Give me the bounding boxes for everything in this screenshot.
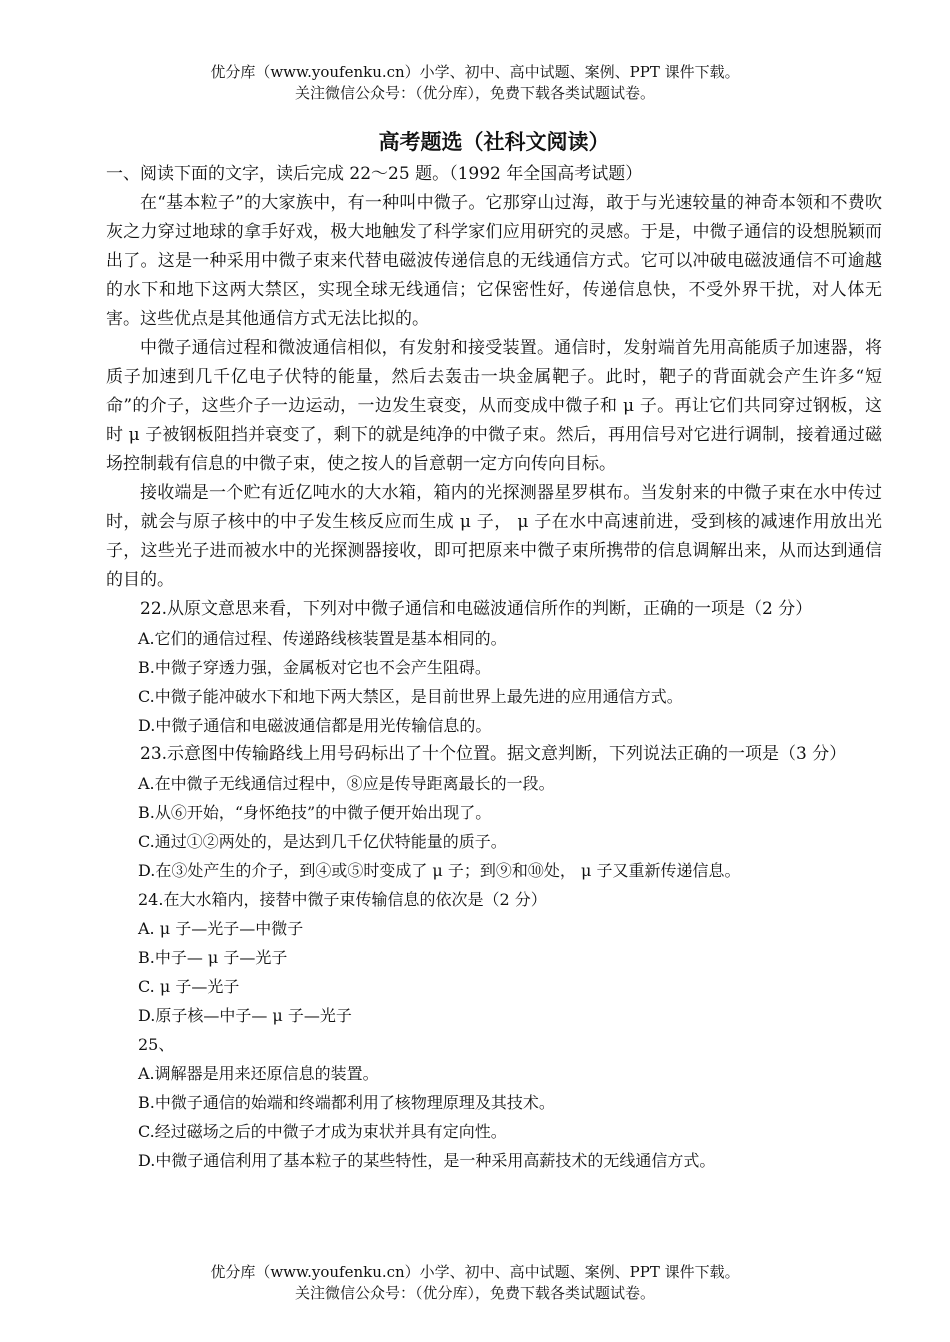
question-stem: 24.在大水箱内，接替中微子束传输信息的依次是（2 分） (138, 890, 547, 909)
document-title: 高考题选（社科文阅读） (378, 129, 610, 154)
paragraph-1: 在“基本粒子”的大家族中，有一种叫中微子。它那穿山过海，敢于与光速较量的神奇本领和不费吹灰之力穿过地球的拿手好戏，极大地触发了科学家们应用研究的灵感。于是，中微子通信的设想脱颖而出了。这是一种采用中微子束来代替电磁波传递信息的无线通信方式。它可以冲破电磁波通信不可逾越的水下和地下这两大禁区，实现全球无线通信；它保密性好，传递信息快，不受外界干扰，对人体无害。这些优点是其他通信方式无法比拟的。 (106, 193, 882, 329)
question-25 (106, 1030, 882, 1175)
option-c: C. μ 子—光子 (138, 977, 240, 996)
option-d: D.在③处产生的介子，到④或⑤时变成了 μ 子；到⑨和⑩处， μ 子又重新传递信息。 (138, 861, 741, 880)
document-body (106, 126, 882, 1175)
option-d: D.中微子通信利用了基本粒子的某些特性，是一种采用高薪技术的无线通信方式。 (138, 1151, 716, 1170)
question-stem: 25、 (138, 1035, 175, 1054)
header-banner (0, 62, 950, 104)
question-22 (106, 595, 882, 740)
option-a: A.调解器是用来还原信息的装置。 (138, 1064, 379, 1083)
option-d: D.中微子通信和电磁波通信都是用光传输信息的。 (138, 716, 492, 735)
option-b: B.中微子通信的始端和终端都利用了核物理原理及其技术。 (138, 1093, 555, 1112)
option-b: B.中子— μ 子—光子 (138, 948, 288, 967)
question-23 (106, 740, 882, 885)
question-24 (106, 885, 882, 1030)
footer-line-2: 关注微信公众号：（优分库），免费下载各类试题试卷。 (294, 1284, 655, 1302)
footer-line-1: 优分库（www.youfenku.cn）小学、初中、高中试题、案例、PPT 课件下载。 (210, 1263, 740, 1281)
option-c: C.通过①②两处的，是达到几千亿伏特能量的质子。 (138, 832, 507, 851)
option-a: A.在中微子无线通信过程中，⑧应是传导距离最长的一段。 (138, 774, 555, 793)
option-c: C.中微子能冲破水下和地下两大禁区，是目前世界上最先进的应用通信方式。 (138, 687, 683, 706)
option-c: C.经过磁场之后的中微子才成为束状并具有定向性。 (138, 1122, 507, 1141)
option-a: A. μ 子—光子—中微子 (138, 919, 304, 938)
option-d: D.原子核—中子— μ 子—光子 (138, 1006, 352, 1025)
paragraph-3: 接收端是一个贮有近亿吨水的大水箱，箱内的光探测器星罗棋布。当发射来的中微子束在水中传过时，就会与原子核中的中子发生核反应而生成 μ 子， μ 子在水中高速前进，受到核的减速作用放出光子，这些光子进而被水中的光探测器接收，即可把原来中微子束所携带的信息调解出来，从而达到通信的目的。 (106, 483, 882, 590)
header-line-1: 优分库（www.youfenku.cn）小学、初中、高中试题、案例、PPT 课件下载。 (210, 63, 740, 81)
header-line-2: 关注微信公众号：（优分库），免费下载各类试题试卷。 (294, 84, 655, 102)
option-b: B.从⑥开始，“身怀绝技”的中微子便开始出现了。 (138, 803, 492, 822)
instruction: 一、阅读下面的文字，读后完成 22～25 题。（1992 年全国高考试题） (106, 164, 643, 184)
question-stem: 23.示意图中传输路线上用号码标出了十个位置。据文意判断，下列说法正确的一项是（3 分） (140, 744, 847, 764)
question-stem: 22.从原文意思来看，下列对中微子通信和电磁波通信所作的判断，正确的一项是（2 分） (140, 599, 813, 619)
paragraph-2: 中微子通信过程和微波通信相似，有发射和接受装置。通信时，发射端首先用高能质子加速器，将质子加速到几千亿电子伏特的能量，然后去轰击一块金属靶子。此时，靶子的背面就会产生许多“短命”的介子，这些介子一边运动，一边发生衰变，从而变成中微子和 μ 子。再让它们共同穿过钢板，这时 μ 子被钢板阻挡并衰变了，剩下的就是纯净的中微子束。然后，再用信号对它进行调制，接着通过磁场控制载有信息的中微子束，使之按人的旨意朝一定方向传向目标。 (106, 338, 882, 474)
option-a: A.它们的通信过程、传递路线核装置是基本相同的。 (138, 629, 507, 648)
option-b: B.中微子穿透力强，金属板对它也不会产生阻碍。 (138, 658, 491, 677)
footer-banner (0, 1262, 950, 1304)
